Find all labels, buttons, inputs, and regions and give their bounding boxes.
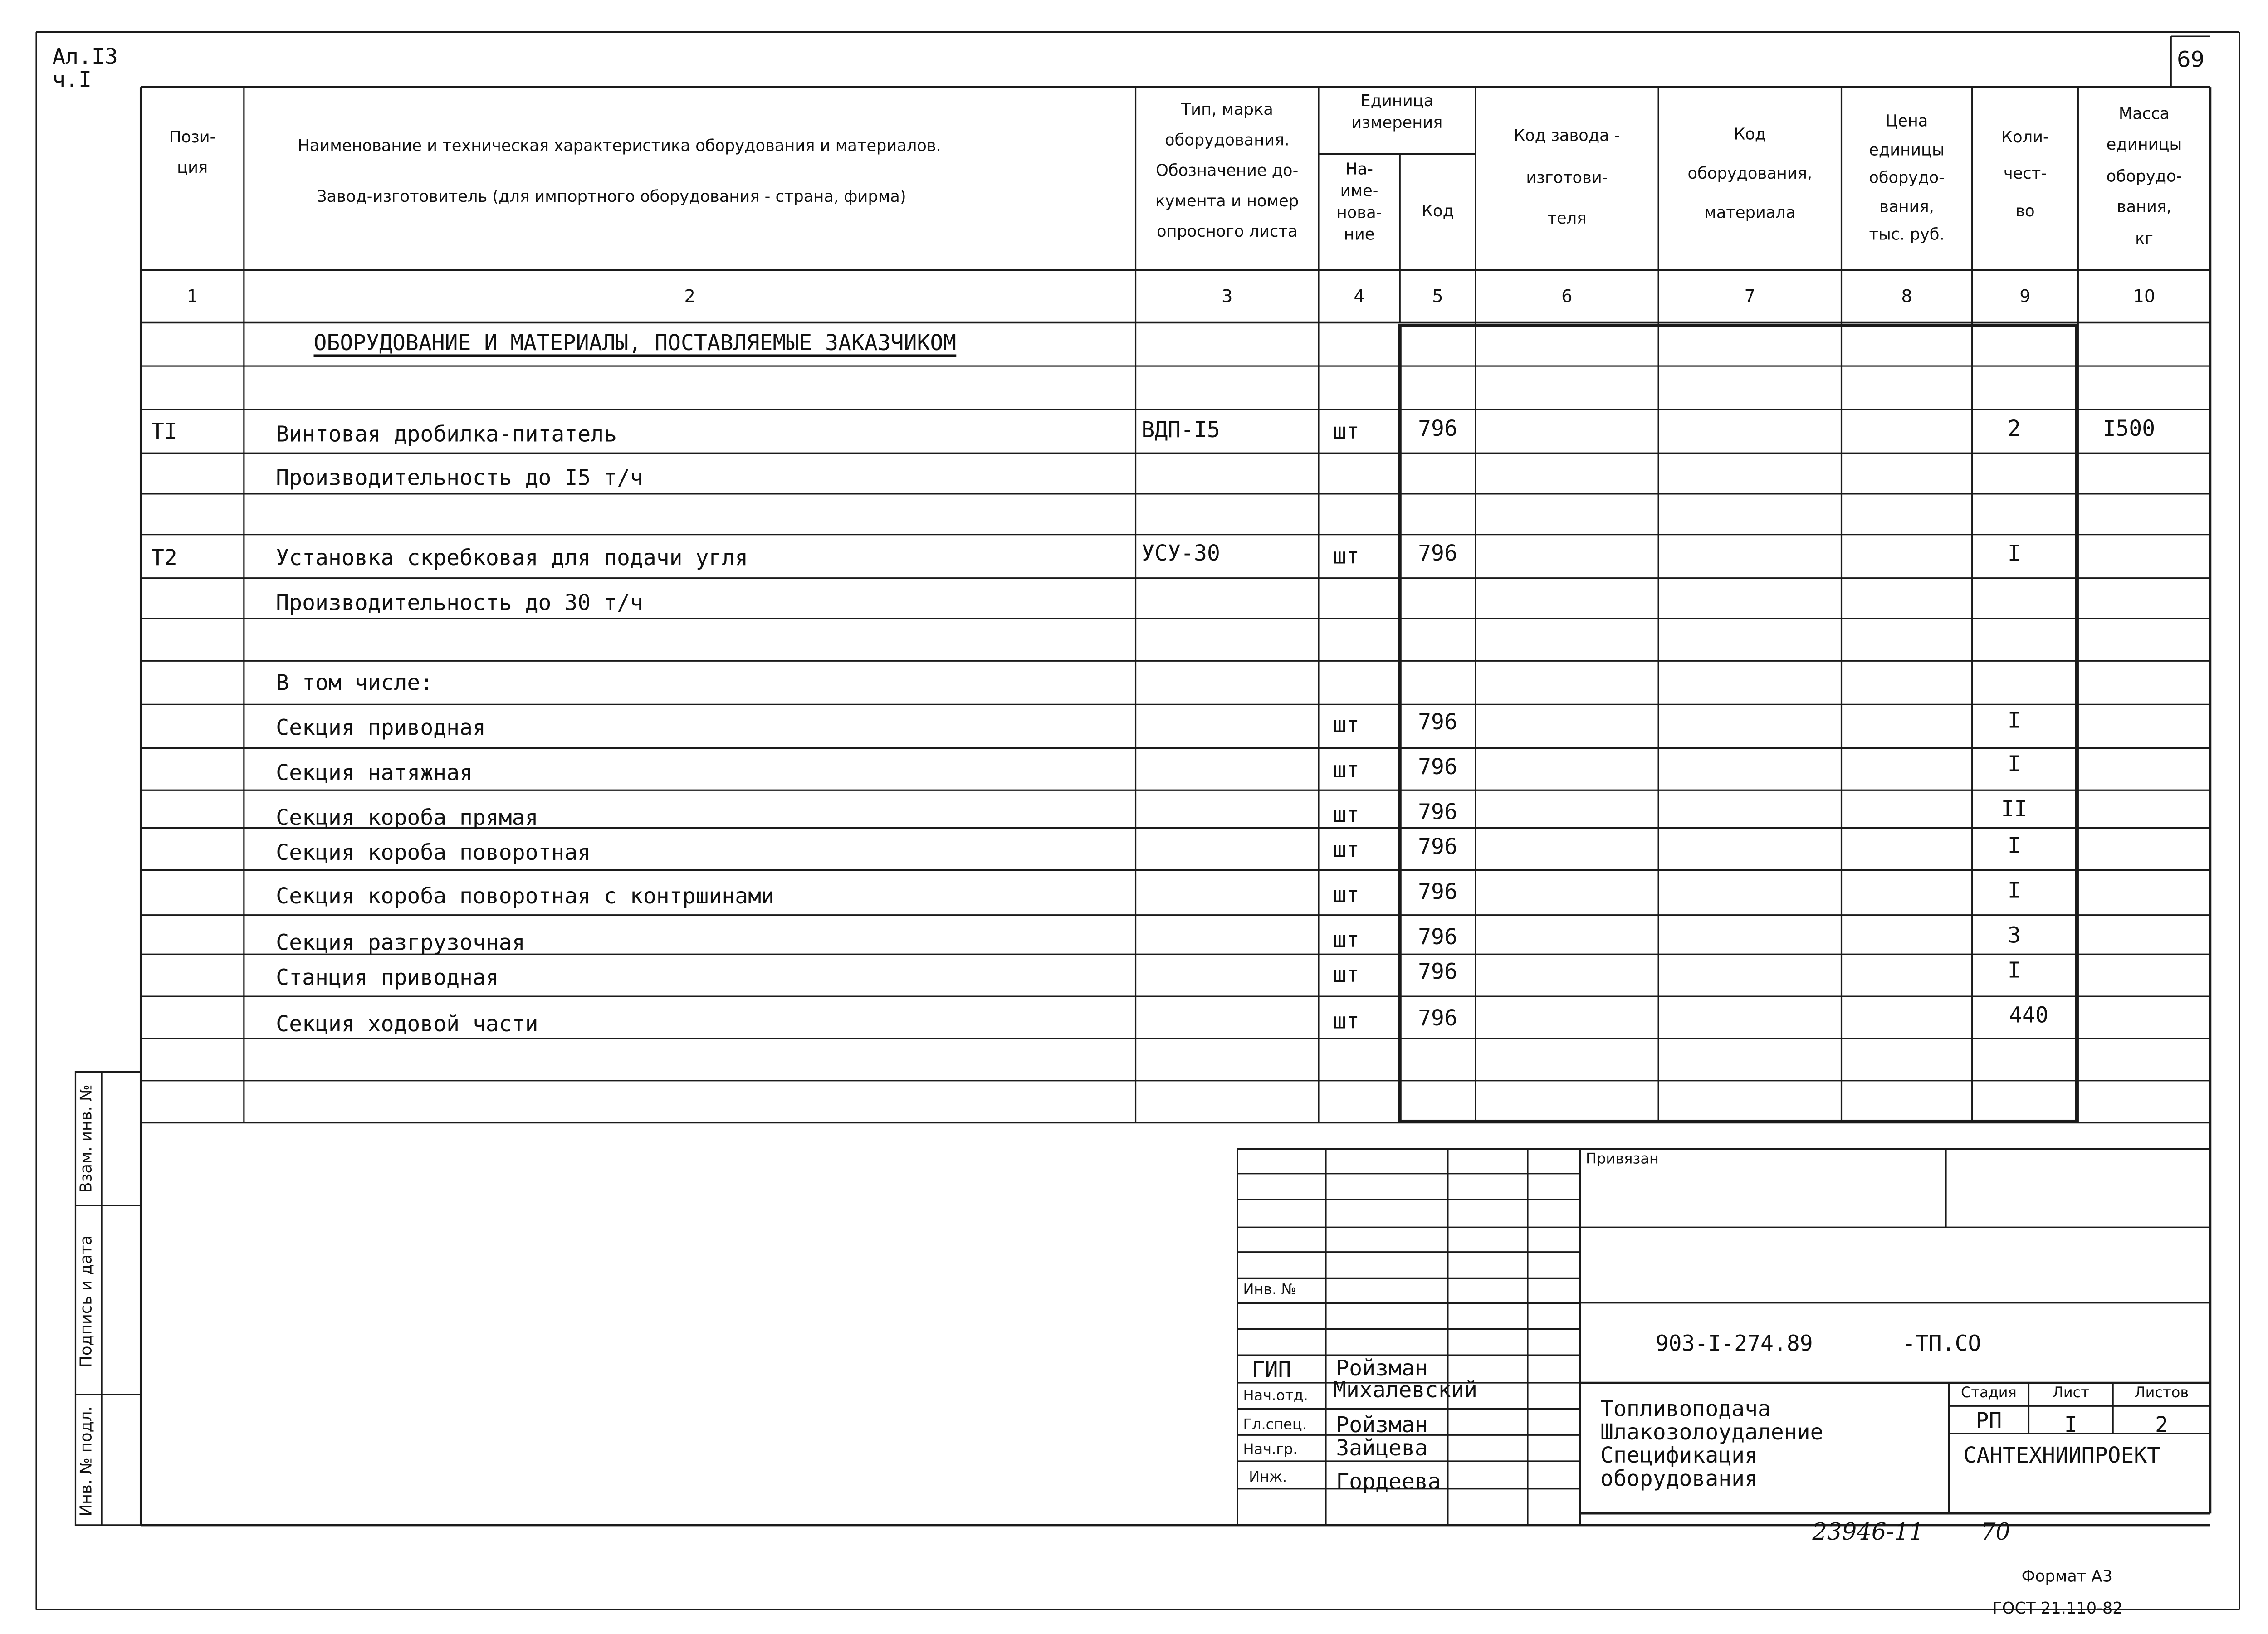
header-unit-group: Единица измерения [1351,91,1443,132]
title-line-4: оборудования [1600,1465,1758,1492]
handwritten-code: 23946-11 [1812,1517,1924,1546]
organization: САНТЕХНИИПРОЕКТ [1963,1442,2160,1468]
row-0-name: Винтовая дробилка-питатель [276,421,617,448]
handwritten-page: 70 [1980,1517,2011,1546]
header-position: Пози- ция [169,127,216,178]
colnum-1: 1 [186,286,198,307]
document-code-suffix: -ТП.СО [1902,1330,1981,1357]
row-2-code: 796 [1418,540,1457,567]
colnum-5: 5 [1432,286,1443,307]
title-line-2: Шлакозолоудаление [1600,1419,1823,1445]
row-8-unit: шт [1333,836,1359,863]
row-2-position: T2 [151,545,177,571]
row-5-code: 796 [1418,708,1457,735]
page-number: 69 [2176,46,2205,73]
row-12-unit: шт [1333,1008,1359,1034]
colnum-8: 8 [1901,286,1912,307]
row-11-code: 796 [1418,958,1457,985]
role-0: ГИП [1251,1356,1291,1383]
row-0-unit: шт [1333,418,1359,445]
row-5-quantity: I [2008,707,2021,734]
sheet-label: Лист [2052,1385,2089,1402]
role-2-name: Ройзман [1336,1412,1428,1438]
strip-inv-podl: Инв. № подл. [77,1406,96,1517]
row-6-code: 796 [1418,754,1457,780]
colnum-3: 3 [1222,286,1233,307]
row-10-unit: шт [1333,927,1359,953]
part-label: ч.I [52,67,92,93]
header-price: Цена единицы оборудо- вания, тыс. руб. [1869,112,1945,245]
role-1-name: Михалевский [1333,1377,1478,1403]
row-10-code: 796 [1418,923,1457,950]
row-8-quantity: I [2008,832,2021,858]
colnum-2: 2 [684,286,695,307]
row-0-mass: I500 [2102,415,2156,442]
colnum-4: 4 [1354,286,1365,307]
row-9-code: 796 [1418,878,1457,905]
header-type: Тип, марка оборудования. Обозначение до- кумента и номер опросного листа [1155,100,1299,241]
format-label: Формат А3 [2021,1567,2113,1586]
row-6-name: Секция натяжная [276,760,473,786]
row-0-position: TI [151,418,177,445]
sheet-value: I [2064,1412,2077,1438]
colnum-9: 9 [2019,286,2031,307]
role-2: Гл.спец. [1243,1417,1307,1434]
title-line-3: Спецификация [1600,1442,1758,1468]
header-unit-code: Код [1422,202,1454,221]
inv-no-label: Инв. № [1243,1282,1296,1299]
row-11-name: Станция приводная [276,964,499,991]
row-6-unit: шт [1333,756,1359,783]
header-factory-code: Код завода - изготови- теля [1514,126,1620,229]
row-12-name: Секция ходовой части [276,1011,538,1037]
colnum-10: 10 [2133,286,2156,307]
row-8-code: 796 [1418,834,1457,860]
sheets-value: 2 [2155,1412,2168,1438]
row-9-name: Секция короба поворотная с контршинами [276,883,774,909]
role-4-name: Гордеева [1336,1468,1441,1495]
title-line-1: Топливоподача [1600,1395,1771,1422]
row-4-name: В том числе: [276,669,434,696]
row-1-name: Производительность до I5 т/ч [276,464,643,491]
header-name-line2: Завод-изготовитель (для импортного оборудования - страна, фирма) [316,187,906,206]
gost-label: ГОСТ 21.110-82 [1992,1599,2123,1618]
row-9-unit: шт [1333,882,1359,908]
document-code: 903-I-274.89 [1655,1330,1813,1357]
row-6-quantity: I [2008,751,2021,777]
section-title: ОБОРУДОВАНИЕ И МАТЕРИАЛЫ, ПОСТАВЛЯЕМЫЕ ЗАКАЗЧИКОМ [313,330,957,356]
row-10-quantity: 3 [2008,922,2021,949]
header-name-line1: Наименование и техническая характеристика оборудования и материалов. [298,137,941,156]
row-10-name: Секция разгрузочная [276,929,525,956]
colnum-6: 6 [1561,286,1573,307]
row-2-quantity: I [2008,540,2021,567]
role-3: Нач.гр. [1243,1442,1298,1458]
row-3-name: Производительность до 30 т/ч [276,590,643,616]
role-3-name: Зайцева [1336,1435,1428,1461]
colnum-7: 7 [1744,286,1756,307]
row-7-quantity: II [2001,796,2028,822]
row-2-type: УСУ-30 [1141,540,1220,567]
stage-label: Стадия [1961,1385,2017,1402]
row-0-quantity: 2 [2008,415,2021,442]
row-5-name: Секция приводная [276,714,486,741]
strip-vzam-inv: Взам. инв. № [77,1084,96,1193]
row-2-name: Установка скребковая для подачи угля [276,545,748,571]
header-quantity: Коли- чест- во [2001,127,2049,220]
sheets-label: Листов [2134,1385,2189,1402]
header-mass: Масса единицы оборудо- вания, кг [2106,104,2182,248]
row-11-unit: шт [1333,961,1359,988]
header-equipment-code: Код оборудования, материала [1687,125,1813,222]
row-11-quantity: I [2008,957,2021,984]
role-4: Инж. [1249,1470,1287,1486]
row-9-quantity: I [2008,877,2021,904]
role-0-name: Ройзман [1336,1355,1428,1381]
stage-value: РП [1975,1407,2002,1434]
privyazan-label: Привязан [1586,1151,1659,1168]
row-0-type: ВДП-I5 [1141,417,1220,443]
row-7-name: Секция короба прямая [276,805,538,831]
header-unit-name: На- име- нова- ние [1336,160,1382,244]
row-2-unit: шт [1333,543,1359,570]
album-label: Ал.I3 [52,44,118,70]
row-7-code: 796 [1418,799,1457,825]
row-12-code: 796 [1418,1005,1457,1031]
row-8-name: Секция короба поворотная [276,839,591,866]
row-0-code: 796 [1418,415,1457,442]
row-7-unit: шт [1333,801,1359,828]
row-5-unit: шт [1333,712,1359,738]
row-12-quantity: 440 [2009,1002,2048,1029]
strip-signature-date: Подпись и дата [77,1235,96,1368]
role-1: Нач.отд. [1243,1388,1308,1405]
